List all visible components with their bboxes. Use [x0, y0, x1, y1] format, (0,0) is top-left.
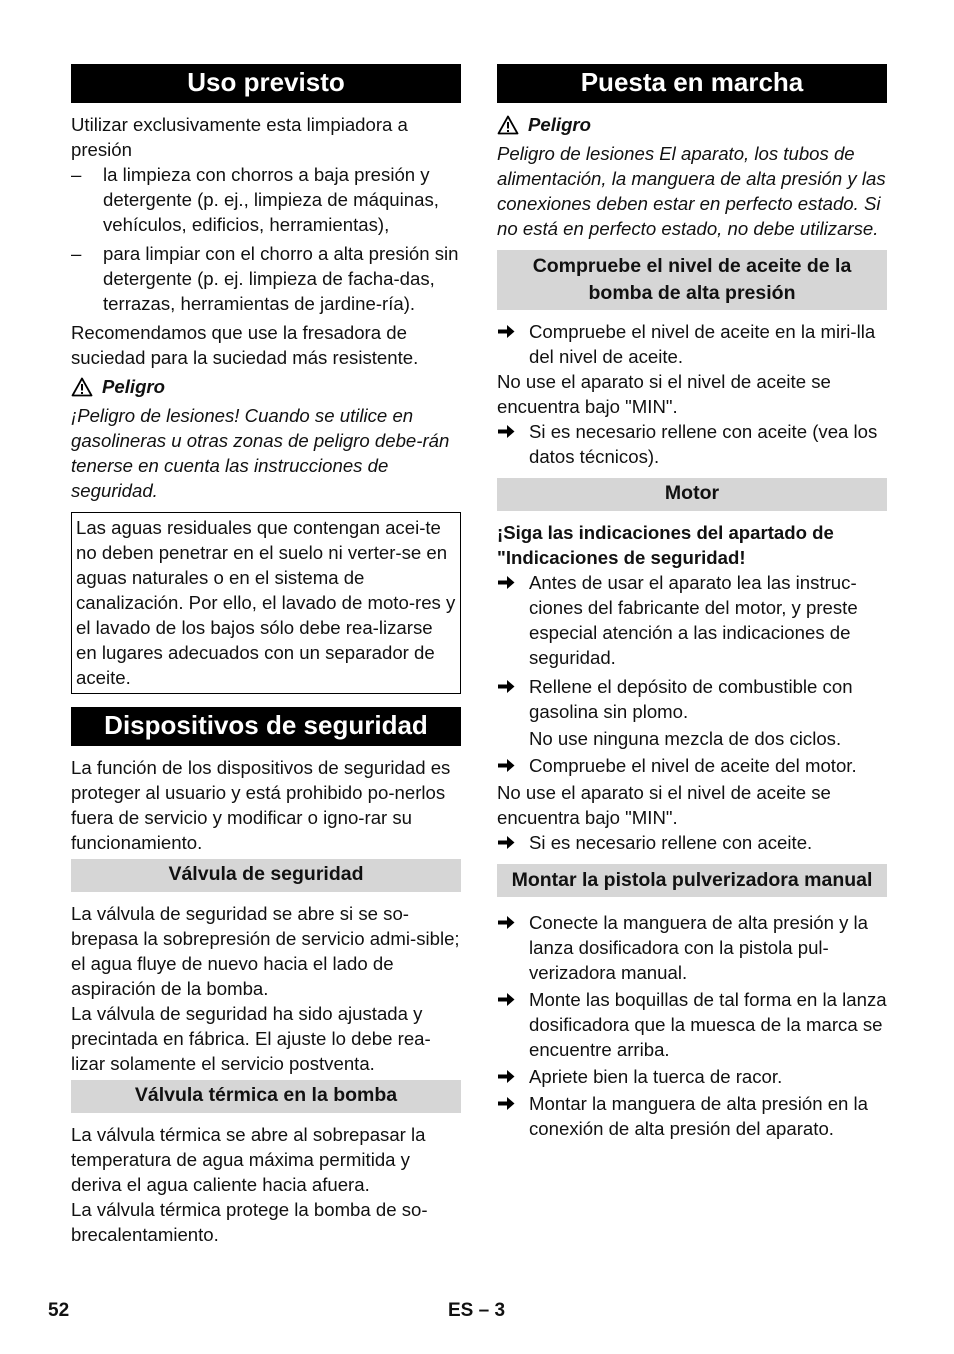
termica-paragraph-2: La válvula térmica protege la bomba de so-brecalentamiento. — [71, 1199, 428, 1245]
arrow-right-icon — [498, 1069, 515, 1084]
environment-note-box — [71, 512, 461, 694]
arrow-right-icon — [498, 758, 515, 773]
step-note: No use ninguna mezcla de dos ciclos. — [529, 728, 842, 749]
list-item-text: la limpieza con chorros a baja presión y detergente (p. ej., limpieza de máquinas, vehículos, edificios, herramientas), — [103, 164, 439, 235]
dash-bullet: – — [71, 243, 82, 264]
uso-intro: Utilizar exclusivamente esta limpiadora a presión — [71, 114, 408, 160]
danger-label: Peligro — [102, 376, 166, 397]
danger-heading — [71, 374, 461, 399]
danger-text: ¡Peligro de lesiones! Cuando se utilice en gasolineras u otras zonas de peligro debe-rán tenerse en cuenta las instrucciones de seguridad. — [71, 405, 450, 501]
dash-bullet: – — [71, 164, 82, 185]
step-item — [497, 830, 887, 855]
arrow-right-icon — [498, 324, 515, 339]
arrow-right-icon — [498, 915, 515, 930]
page-number: 52 — [48, 1300, 70, 1321]
arrow-right-icon — [498, 575, 515, 590]
section-title-uso-previsto: Uso previsto — [71, 64, 461, 103]
section-title-puesta-en-marcha: Puesta en marcha — [497, 64, 887, 103]
step-text: Si es necesario rellene con aceite (vea los datos técnicos). — [529, 421, 878, 467]
subsection-title-aceite-bomba: Compruebe el nivel de aceite de la bomba de alta presión — [497, 250, 887, 310]
step-text: Montar la manguera de alta presión en la conexión de alta presión del aparato. — [529, 1093, 869, 1139]
left-column — [71, 64, 461, 1247]
language-page-label: ES – 3 — [448, 1300, 506, 1321]
list-item — [71, 241, 461, 316]
list-item-text: para limpiar con el chorro a alta presión sin detergente (p. ej. limpieza de facha-das, terrazas, herramientas de jardine-ría). — [103, 243, 459, 314]
termica-paragraph-1: La válvula térmica se abre al sobrepasar la temperatura de agua máxima permitida y deriva el agua caliente hacia afuera. — [71, 1124, 426, 1195]
arrow-right-icon — [498, 1096, 515, 1111]
step-item — [497, 753, 887, 778]
uso-recommendation: Recomendamos que use la fresadora de suciedad para la suciedad más resistente. — [71, 322, 419, 368]
motor-note: No use el aparato si el nivel de aceite se encuentra bajo "MIN". — [497, 782, 831, 828]
list-item — [71, 162, 461, 237]
step-text: Conecte la manguera de alta presión y la lanza dosificadora con la pistola pul-verizadora manual. — [529, 912, 869, 983]
right-column — [497, 64, 887, 1141]
warning-triangle-icon — [71, 377, 93, 397]
section-title-dispositivos: Dispositivos de seguridad — [71, 707, 461, 746]
subsection-title-valvula-termica: Válvula térmica en la bomba — [71, 1080, 461, 1113]
environment-note-text: Las aguas residuales que contengan acei-te no deben penetrar en el suelo ni verter-se en aguas naturales o en el sistema de canalización. Por ello, el lavado de moto-res y el lavado de los bajos sólo debe rea-lizarse en lugares adecuados con un separador de aceite. — [76, 517, 456, 688]
step-text: Antes de usar el aparato lea las instruc-ciones del fabricante del motor, y preste especial atención a las indicaciones de seguridad. — [529, 572, 858, 668]
step-text: Rellene el depósito de combustible con gasolina sin plomo. — [529, 676, 853, 722]
subsection-title-motor: Motor — [497, 478, 887, 511]
motor-safety-instruction: ¡Siga las indicaciones del apartado de "Indicaciones de seguridad! — [497, 522, 834, 568]
step-item — [497, 319, 887, 369]
step-text: Compruebe el nivel de aceite en la miri-lla del nivel de aceite. — [529, 321, 876, 367]
step-item — [497, 674, 887, 724]
danger-heading — [497, 112, 887, 137]
subsection-title-pistola: Montar la pistola pulverizadora manual — [497, 864, 887, 897]
danger-text: Peligro de lesiones El aparato, los tubos de alimentación, la manguera de alta presión y las conexiones deben estar en perfecto estado. Si no está en perfecto estado, no debe utilizarse. — [497, 143, 886, 239]
arrow-right-icon — [498, 679, 515, 694]
arrow-right-icon — [498, 424, 515, 439]
step-item — [497, 910, 887, 985]
step-item — [497, 419, 887, 469]
step-text: Compruebe el nivel de aceite del motor. — [529, 755, 857, 776]
valvula-paragraph-2: La válvula de seguridad ha sido ajustada y precintada en fábrica. El ajuste lo debe rea-lizar solamente el servicio postventa. — [71, 1003, 431, 1074]
step-text: Si es necesario rellene con aceite. — [529, 832, 813, 853]
valvula-paragraph-1: La válvula de seguridad se abre si se so-brepasa la sobrepresión de servicio admi-sible; el agua fluye de nuevo hacia el lado de aspiración de la bomba. — [71, 903, 460, 999]
subsection-title-valvula-seguridad: Válvula de seguridad — [71, 859, 461, 892]
step-item — [497, 1091, 887, 1141]
step-item — [497, 1064, 887, 1089]
step-text: Monte las boquillas de tal forma en la lanza dosificadora que la muesca de la marca se encuentre arriba. — [529, 989, 887, 1060]
arrow-right-icon — [498, 835, 515, 850]
step-text: Apriete bien la tuerca de racor. — [529, 1066, 783, 1087]
step-item — [497, 987, 887, 1062]
warning-triangle-icon — [497, 115, 519, 135]
aceite-note: No use el aparato si el nivel de aceite se encuentra bajo "MIN". — [497, 371, 831, 417]
step-item — [497, 570, 887, 670]
dispositivos-text: La función de los dispositivos de seguridad es proteger al usuario y está prohibido po-nerlos fuera de servicio y modificar o igno-rar su funcionamiento. — [71, 757, 451, 853]
danger-label: Peligro — [528, 114, 592, 135]
arrow-right-icon — [498, 992, 515, 1007]
